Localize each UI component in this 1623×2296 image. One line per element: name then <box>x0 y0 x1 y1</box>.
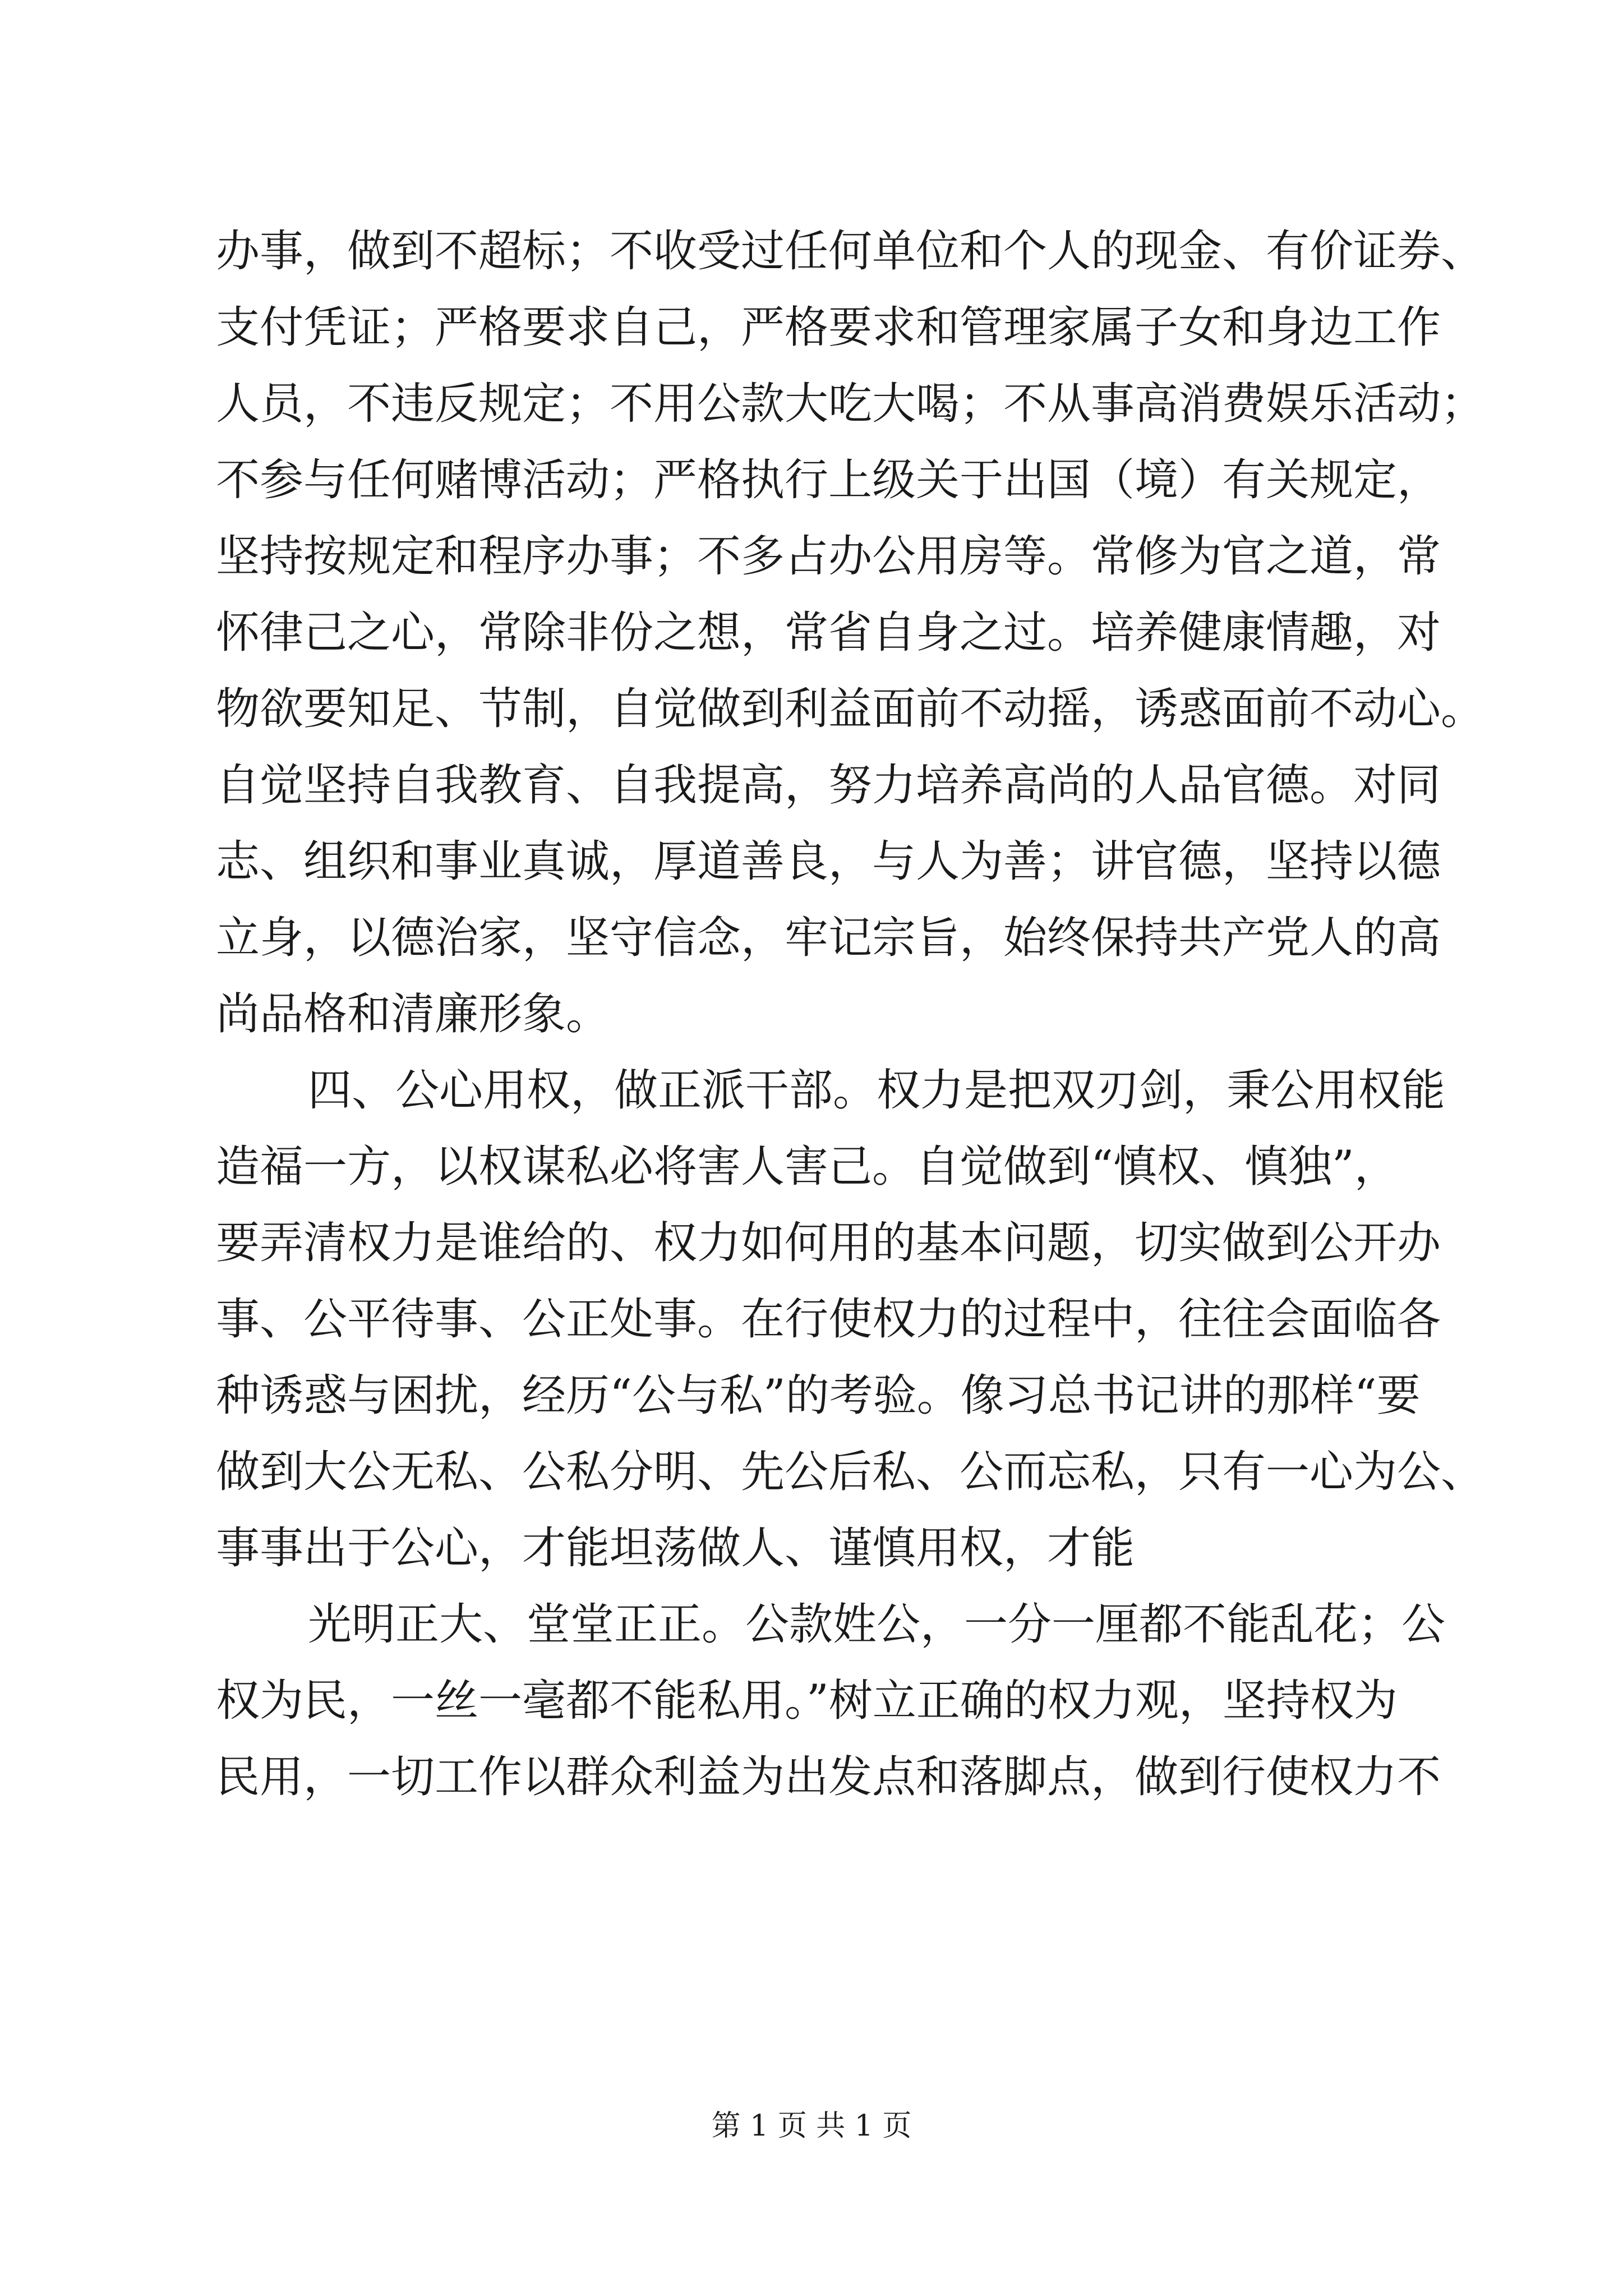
text-line: 民用，一切工作以群众利益为出发点和落脚点，做到行使权力不 <box>216 1752 1441 1802</box>
text-line: 要弄清权力是谁给的、权力如何用的基本问题，切实做到公开办 <box>216 1218 1441 1268</box>
text-line: 支付凭证；严格要求自己，严格要求和管理家属子女和身边工作 <box>216 302 1441 353</box>
text-line: 不参与任何赌博活动；严格执行上级关于出国（境）有关规定， <box>216 455 1441 505</box>
text-line: 志、组织和事业真诚，厚道善良，与人为善；讲官德，坚持以德 <box>216 836 1441 887</box>
text-line: 怀律己之心，常除非份之想，常省自身之过。培养健康情趣，对 <box>216 608 1441 658</box>
text-line: 种诱惑与困扰，经历“公与私”的考验。像习总书记讲的那样“要 <box>216 1370 1421 1421</box>
text-line: 造福一方，以权谋私必将害人害己。自觉做到“慎权、慎独”， <box>216 1142 1398 1192</box>
text-line: 事、公平待事、公正处事。在行使权力的过程中，往往会面临各 <box>216 1294 1441 1345</box>
text-line: 人员，不违反规定；不用公款大吃大喝；不从事高消费娱乐活动； <box>216 379 1485 429</box>
paragraph-first-line: 光明正大、堂堂正正。公款姓公，一分一厘都不能乱花；公 <box>308 1599 1446 1650</box>
text-line: 尚品格和清廉形象。 <box>216 989 610 1039</box>
text-line: 办事，做到不超标；不收受过任何单位和个人的现金、有价证券、 <box>216 226 1485 277</box>
page-number-footer: 第 1 页 共 1 页 <box>711 2109 912 2143</box>
text-line: 自觉坚持自我教育、自我提高，努力培养高尚的人品官德。对同 <box>216 760 1441 811</box>
text-line: 坚持按规定和程序办事；不多占办公用房等。常修为官之道，常 <box>216 531 1441 582</box>
text-line: 物欲要知足、节制，自觉做到利益面前不动摇，诱惑面前不动心。 <box>216 684 1485 734</box>
text-line: 做到大公无私、公私分明、先公后私、公而忘私，只有一心为公、 <box>216 1447 1485 1497</box>
text-line: 立身，以德治家，坚守信念，牢记宗旨，始终保持共产党人的高 <box>216 913 1441 963</box>
paragraph-first-line: 四、公心用权，做正派干部。权力是把双刃剑，秉公用权能 <box>308 1065 1446 1116</box>
text-line: 权为民，一丝一毫都不能私用。”树立正确的权力观，坚持权为 <box>216 1676 1398 1726</box>
text-line: 事事出于公心，才能坦荡做人、谨慎用权，才能 <box>216 1523 1135 1573</box>
